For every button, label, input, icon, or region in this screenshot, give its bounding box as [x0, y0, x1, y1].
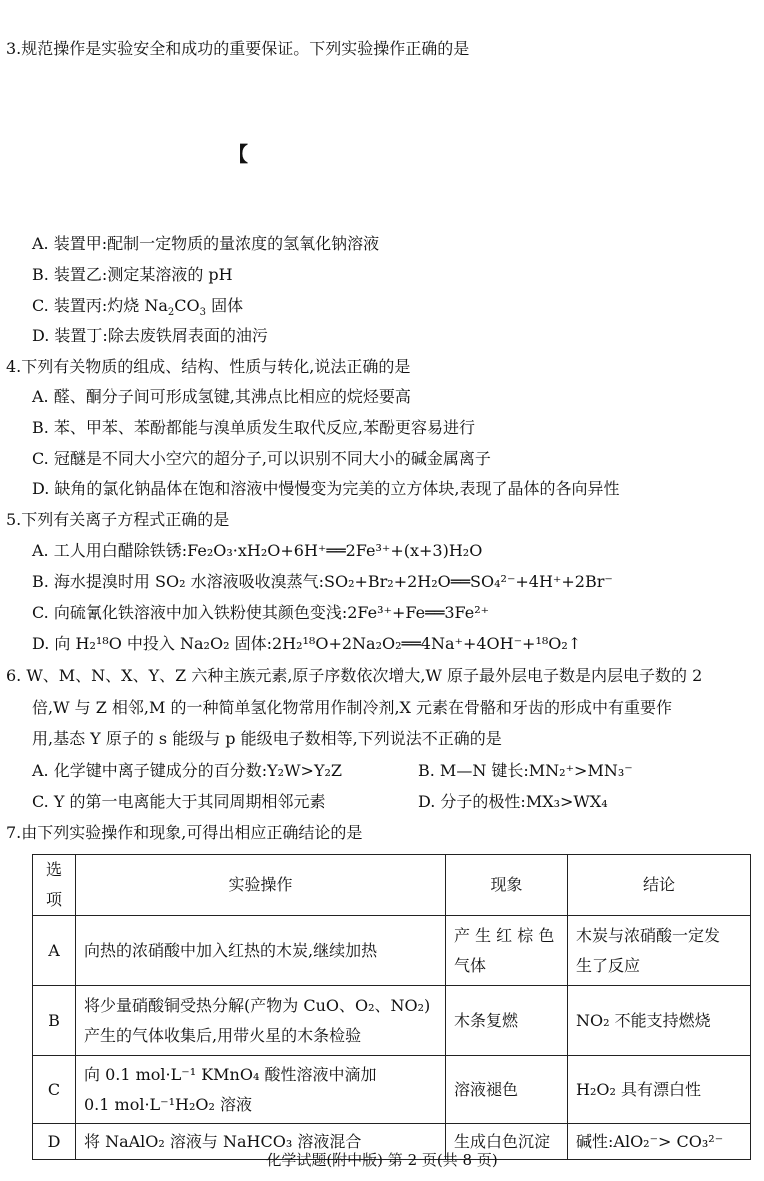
q5-option-c: C. 向硫氰化铁溶液中加入铁粉使其颜色变浅:2Fe³⁺+Fe══3Fe²⁺: [32, 603, 490, 622]
q3-option-c: C. 装置丙:灼烧 $Na_2CO_3$ 固体: [32, 296, 244, 319]
q6-option-a: A. 化学键中离子键成分的百分数:Y₂W>Y₂Z: [32, 761, 343, 780]
row-conclusion: 木炭与浓硝酸一定发 生了反应: [568, 916, 751, 986]
experiment-table: [32, 854, 751, 1160]
row-operation: 向 0.1 mol·L⁻¹ KMnO₄ 酸性溶液中滴加 0.1 mol·L⁻¹H₂O₂ 溶液: [76, 1056, 446, 1124]
q5-option-a: A. 工人用白醋除铁锈:Fe₂O₃·xH₂O+6H⁺══2Fe³⁺+(x+3)H₂O: [32, 541, 483, 560]
table-row: [33, 986, 751, 1056]
table-row: [33, 1056, 751, 1124]
q3-option-b: B. 装置乙:测定某溶液的 pH: [32, 265, 233, 284]
q7-stem: 7.由下列实验操作和现象,可得出相应正确结论的是: [6, 823, 363, 842]
row-phenomenon: 生成白色沉淀: [446, 1124, 568, 1160]
row-option: A: [33, 916, 76, 986]
page-footer: 化学试题(附中版) 第 2 页(共 8 页): [266, 1151, 498, 1169]
q6-stem-line2: 倍,W 与 Z 相邻,M 的一种简单氢化物常用作制冷剂,X 元素在骨骼和牙齿的形成中有重要作: [32, 698, 673, 717]
q4-option-b: B. 苯、甲苯、苯酚都能与溴单质发生取代反应,苯酚更容易进行: [32, 418, 476, 437]
header-operation: 实验操作: [76, 855, 446, 916]
q6-stem-line1: 6. W、M、N、X、Y、Z 六种主族元素,原子序数依次增大,W 原子最外层电子数是内层电子数的 2: [6, 666, 703, 685]
q6-option-b: B. M—N 键长:MN₂⁺>MN₃⁻: [418, 761, 633, 780]
row-option: B: [33, 986, 76, 1056]
q3-option-d: D. 装置丁:除去废铁屑表面的油污: [32, 326, 268, 345]
q4-option-c: C. 冠醚是不同大小空穴的超分子,可以识别不同大小的碱金属离子: [32, 449, 491, 468]
q3-option-a: A. 装置甲:配制一定物质的量浓度的氢氧化钠溶液: [32, 234, 380, 253]
header-phenomenon: 现象: [446, 855, 568, 916]
row-phenomenon: 溶液褪色: [446, 1056, 568, 1124]
row-conclusion: H₂O₂ 具有漂白性: [568, 1056, 751, 1124]
row-option: C: [33, 1056, 76, 1124]
row-conclusion: 碱性:AlO₂⁻> CO₃²⁻: [568, 1124, 751, 1160]
q4-stem: 4.下列有关物质的组成、结构、性质与转化,说法正确的是: [6, 357, 411, 376]
q6-stem-line3: 用,基态 Y 原子的 s 能级与 p 能级电子数相等,下列说法不正确的是: [32, 729, 502, 748]
answer-bracket: 【: [228, 142, 248, 166]
row-conclusion: NO₂ 不能支持燃烧: [568, 986, 751, 1056]
q3-stem: 3.规范操作是实验安全和成功的重要保证。下列实验操作正确的是: [6, 39, 470, 58]
q5-option-b: B. 海水提溴时用 SO₂ 水溶液吸收溴蒸气:SO₂+Br₂+2H₂O══SO₄²⁻+4H⁺+2Br⁻: [32, 572, 613, 591]
q6-option-d: D. 分子的极性:MX₃>WX₄: [418, 792, 608, 811]
q5-option-d: D. 向 H₂¹⁸O 中投入 Na₂O₂ 固体:2H₂¹⁸O+2Na₂O₂══4Na⁺+4OH⁻+¹⁸O₂↑: [32, 634, 582, 653]
q4-option-a: A. 醛、酮分子间可形成氢键,其沸点比相应的烷烃要高: [32, 387, 411, 406]
row-operation: 将 NaAlO₂ 溶液与 NaHCO₃ 溶液混合: [76, 1124, 446, 1160]
header-conclusion: 结论: [568, 855, 751, 916]
row-phenomenon: 产 生 红 棕 色 气体: [446, 916, 568, 986]
row-phenomenon: 木条复燃: [446, 986, 568, 1056]
row-option: D: [33, 1124, 76, 1160]
header-option: 选项: [33, 855, 76, 916]
table-row: [33, 916, 751, 986]
q5-stem: 5.下列有关离子方程式正确的是: [6, 510, 230, 529]
row-operation: 将少量硝酸铜受热分解(产物为 CuO、O₂、NO₂) 产生的气体收集后,用带火星的木条检验: [76, 986, 446, 1056]
q6-option-c: C. Y 的第一电离能大于其同周期相邻元素: [32, 792, 326, 811]
table-header-row: [33, 855, 751, 916]
q4-option-d: D. 缺角的氯化钠晶体在饱和溶液中慢慢变为完美的立方体块,表现了晶体的各向异性: [32, 479, 620, 498]
row-operation: 向热的浓硝酸中加入红热的木炭,继续加热: [76, 916, 446, 986]
